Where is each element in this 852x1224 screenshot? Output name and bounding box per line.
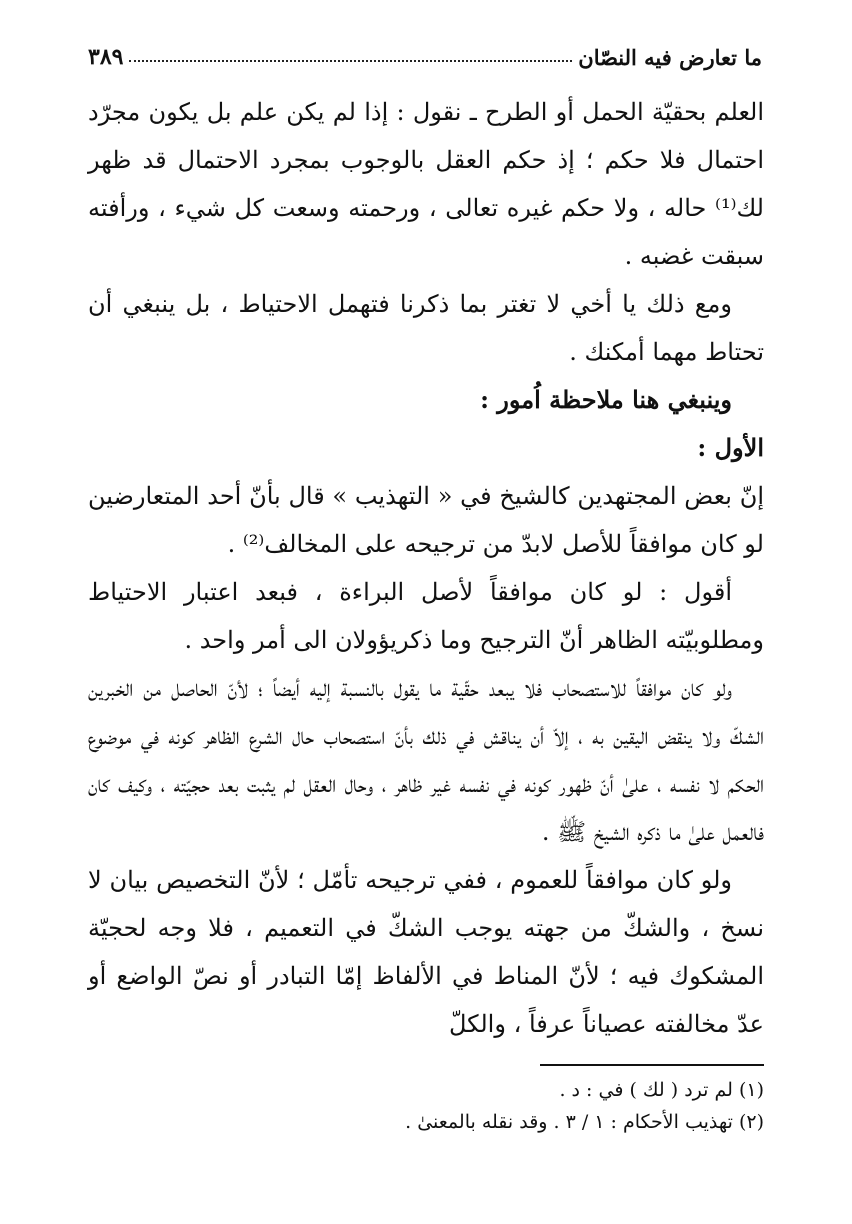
main-text — [88, 88, 764, 1048]
paragraph: أقول : لو كان موافقاً لأصل البراءة ، فبعد اعتبار الاحتياط ومطلوبيّته الظاهر أنّ الترجيح وما ذكريؤولان الى أمر واحد . — [88, 578, 764, 654]
subsection-heading: الأول : — [697, 433, 764, 462]
footnote-separator — [540, 1064, 764, 1066]
paragraph: إنّ بعض المجتهدين كالشيخ في « التهذيب » قال بأنّ أحد المتعارضين لو كان موافقاً للأصل لابدّ من ترجيحه على المخالف⁽²⁾ . — [88, 482, 764, 558]
header-dot-leader — [129, 60, 572, 62]
section-heading: وينبغي هنا ملاحظة اُمور : — [480, 385, 732, 414]
paragraph: ولو كان موافقاً للعموم ، ففي ترجيحه تأمّل ؛ لأنّ التخصيص بيان لا نسخ ، والشكّ من جهته يوجب الشكّ في التعميم ، فلا وجه لحجيّة المشكوك فيه ؛ لأنّ المناط في الألفاظ إمّا التبادر أو نصّ الواضع أو عدّ مخالفته عصياناً عرفاً ، والكلّ — [88, 866, 764, 1038]
page-number: ٣٨٩ — [88, 44, 124, 70]
footnote: (٢) تهذيب الأحكام : ١ / ٣ . وقد نقله بالمعنىٰ . — [405, 1111, 764, 1133]
footnotes — [88, 1074, 764, 1138]
footnote: (١) لم ترد ( لك ) في : د . — [559, 1079, 764, 1101]
running-header — [88, 30, 762, 70]
chapter-title: ما تعارض فيه النصّان — [578, 45, 762, 70]
paragraph: العلم بحقيّة الحمل أو الطرح ـ نقول : إذا لم يكن علم بل يكون مجرّد احتمال فلا حكم ؛ إذ حكم العقل بالوجوب بمجرد الاحتمال قد ظهر لك⁽¹⁾ حاله ، ولا حكم غيره تعالى ، ورحمته وسعت كل شيء ، ورأفته سبقت غضبه . — [88, 98, 764, 270]
paragraph: ولو كان موافقاً للاستصحاب فلا يبعد حقّية ما يقول بالنسبة إليه أيضاً ؛ لأنّ الحاصل من الخبرين الشكّ ولا ينقض اليقين به ، إلاّ أن يناقش في ذلك بأنّ استصحاب حال الشرع الظاهر كونه في موضوع الحكم لا نفسه ، علىٰ أنّ ظهور كونه في نفسه غير ظاهر ، وحال العقل لم يثبت بعد حجيّته ، وكيف كان فالعمل علىٰ ما ذكره الشيخ ﷺ . — [88, 674, 764, 846]
paragraph: ومع ذلك يا أخي لا تغتر بما ذكرنا فتهمل الاحتياط ، بل ينبغي أن تحتاط مهما أمكنك . — [88, 290, 764, 366]
